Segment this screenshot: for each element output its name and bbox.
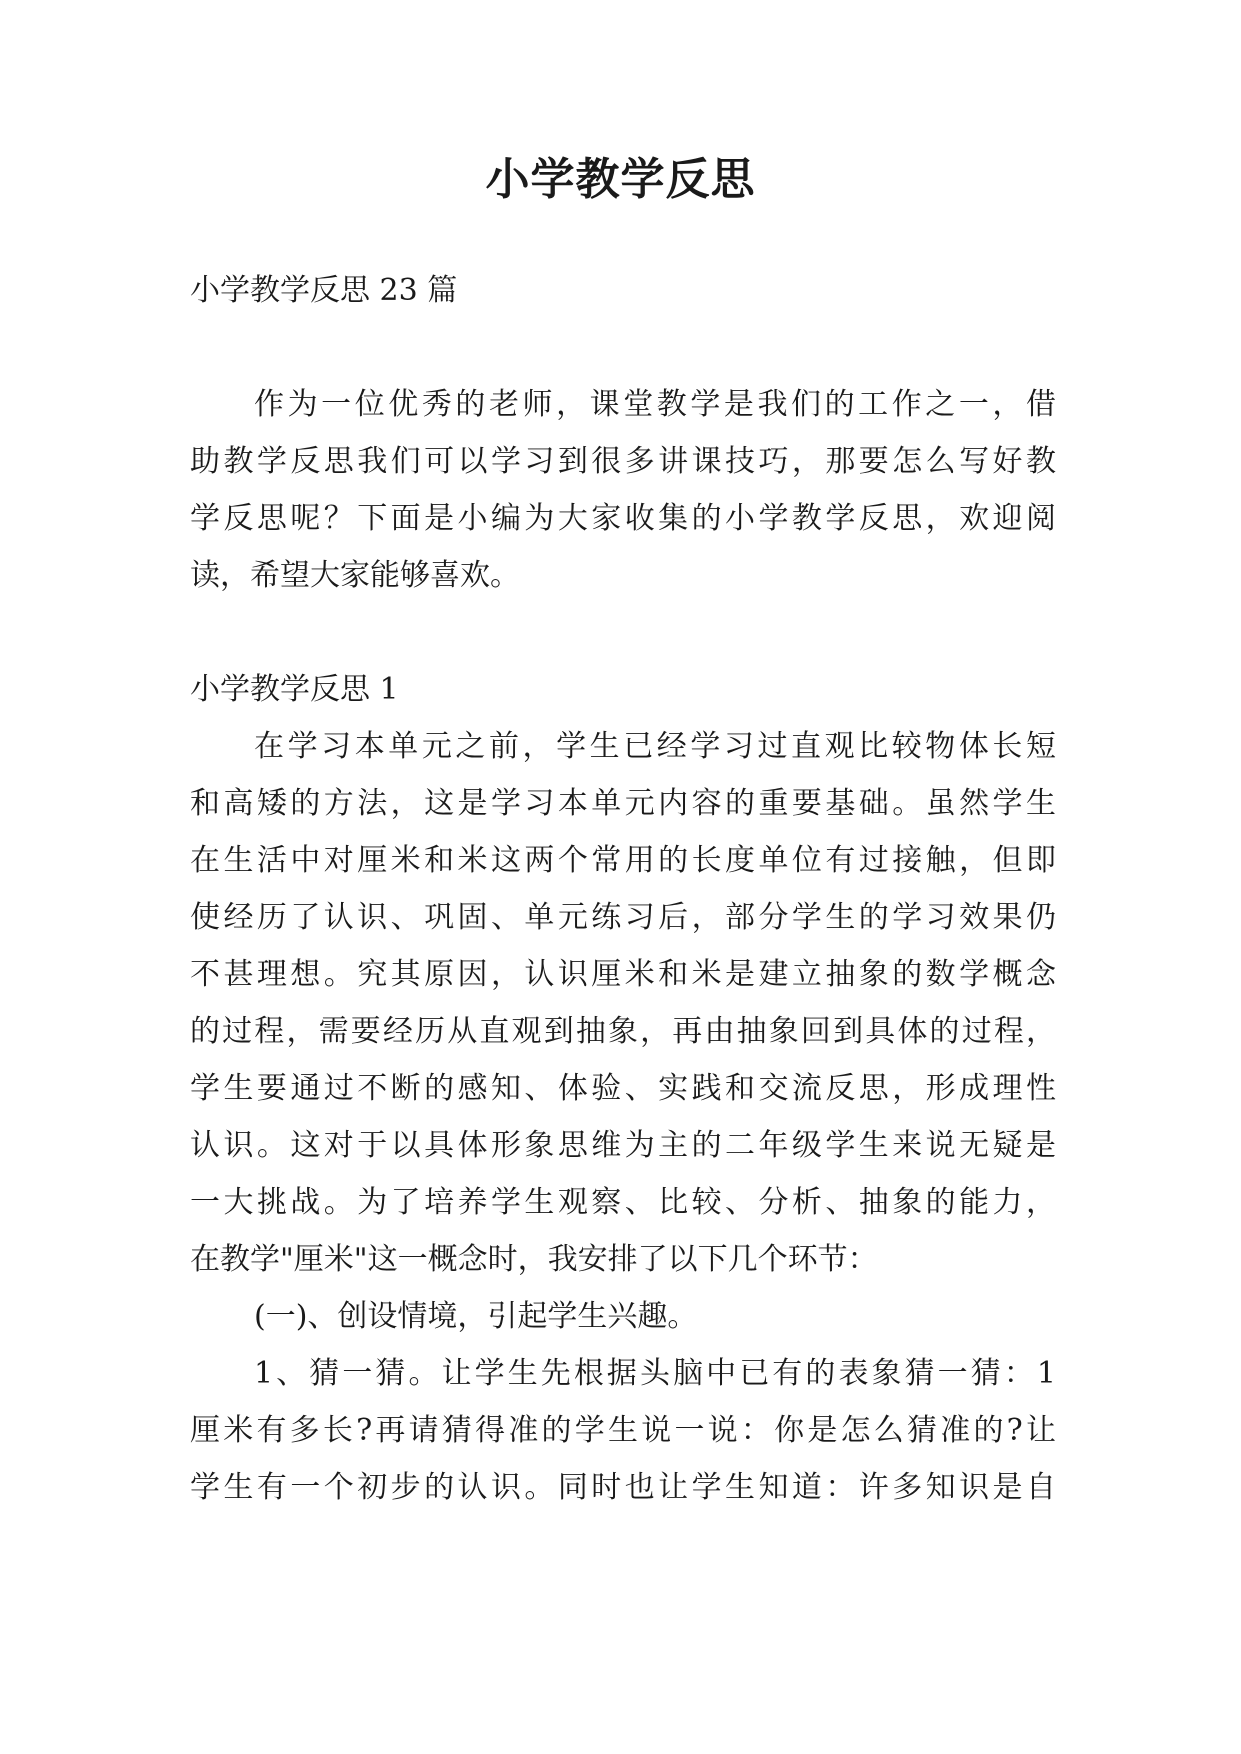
paragraph-line: 一大挑战。为了培养学生观察、比较、分析、抽象的能力，: [190, 1185, 1056, 1220]
paragraph-line: 使经历了认识、巩固、单元练习后，部分学生的学习效果仍: [190, 900, 1056, 935]
paragraph-line: 认识。这对于以具体形象思维为主的二年级学生来说无疑是: [190, 1128, 1056, 1163]
paragraph-line: 学生要通过不断的感知、体验、实践和交流反思，形成理性: [190, 1071, 1056, 1106]
paragraph-line: 在学习本单元之前，学生已经学习过直观比较物体长短: [254, 729, 1056, 764]
document-body: [190, 262, 1056, 1516]
paragraph-line: 学生有一个初步的认识。同时也让学生知道：许多知识是自: [190, 1470, 1056, 1505]
paragraph-line: 厘米有多长?再请猜得准的学生说一说：你是怎么猜准的?让: [190, 1413, 1056, 1448]
intro-line: 作为一位优秀的老师，课堂教学是我们的工作之一，借: [254, 387, 1056, 422]
intro-line: 助教学反思我们可以学习到很多讲课技巧，那要怎么写好教: [190, 444, 1056, 479]
section-paragraph: [190, 718, 1056, 1288]
document-subtitle: 小学教学反思 23 篇: [190, 273, 458, 308]
intro-paragraph: [190, 376, 1056, 604]
document-title: 小学教学反思: [485, 154, 756, 205]
section-heading: 小学教学反思 1: [190, 672, 399, 707]
paragraph-line: 1、猜一猜。让学生先根据头脑中已有的表象猜一猜：1: [254, 1356, 1056, 1391]
section-paragraph: [190, 1345, 1056, 1516]
paragraph-line: 在生活中对厘米和米这两个常用的长度单位有过接触，但即: [190, 843, 1056, 878]
step-heading: (一)、创设情境，引起学生兴趣。: [254, 1299, 698, 1334]
intro-line: 读，希望大家能够喜欢。: [190, 558, 520, 593]
paragraph-line: 不甚理想。究其原因，认识厘米和米是建立抽象的数学概念: [190, 957, 1056, 992]
intro-line: 学反思呢？下面是小编为大家收集的小学教学反思，欢迎阅: [190, 501, 1056, 536]
paragraph-line: 的过程，需要经历从直观到抽象，再由抽象回到具体的过程，: [190, 1014, 1056, 1049]
paragraph-line: 在教学"厘米"这一概念时，我安排了以下几个环节：: [190, 1242, 878, 1277]
paragraph-line: 和高矮的方法，这是学习本单元内容的重要基础。虽然学生: [190, 786, 1056, 821]
section-1: [190, 661, 1056, 1516]
